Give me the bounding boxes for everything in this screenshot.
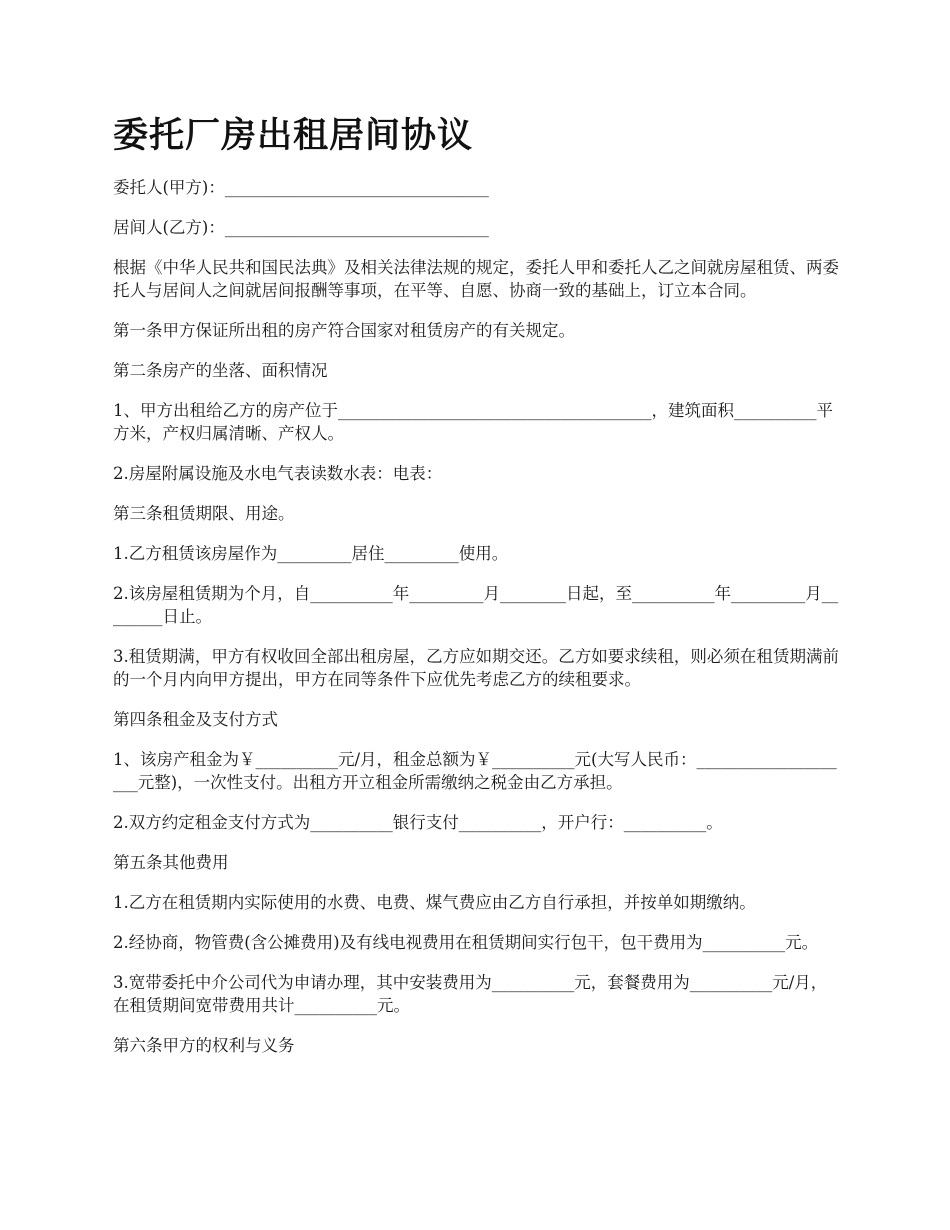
article-1-heading: 第一条甲方保证所出租的房产符合国家对租赁房产的有关规定。 (113, 321, 575, 340)
party-a-line: 委托人(甲方)：________________________________ (113, 178, 489, 197)
article-3-clause-1: 1.乙方租赁该房屋作为_________居住_________使用。 (113, 544, 509, 563)
article-3-clause-2: 2.该房屋租赁期为个月，自__________年_________月________日起，至__________年_________月________日止。 (113, 584, 839, 626)
article-5-heading: 第五条其他费用 (113, 853, 229, 872)
article-3-clause-3: 3.租赁期满，甲方有权收回全部出租房屋，乙方应如期交还。乙方如要求续租，则必须在租赁期满前的一个月内向甲方提出，甲方在同等条件下应优先考虑乙方的续租要求。 (113, 647, 839, 689)
article-2-clause-2: 2.房屋附属设施及水电气表读数水表：电表： (113, 464, 443, 483)
article-5-clause-3: 3.宽带委托中介公司代为申请办理，其中安装费用为__________元，套餐费用为__________元/月，在租赁期间宽带费用共计__________元。 (113, 973, 828, 1015)
article-4-heading: 第四条租金及支付方式 (113, 710, 278, 729)
article-4-clause-1: 1、该房产租金为￥__________元/月，租金总额为￥__________元(大写人民币：____________________元整)，一次性支付。出租方开立租金所需缴纳之税金由乙方承担。 (113, 750, 837, 792)
article-6-heading: 第六条甲方的权利与义务 (113, 1036, 295, 1055)
article-4-clause-2: 2.双方约定租金支付方式为__________银行支付__________，开户行：__________。 (113, 813, 723, 832)
article-2-heading: 第二条房产的坐落、面积情况 (113, 361, 328, 380)
document-title: 委托厂房出租居间协议 (113, 116, 474, 156)
document-page (113, 112, 839, 1074)
preamble-paragraph: 根据《中华人民共和国民法典》及相关法律法规的规定，委托人甲和委托人乙之间就房屋租赁、两委托人与居间人之间就居间报酬等事项，在平等、自愿、协商一致的基础上，订立本合同。 (113, 258, 839, 300)
article-2-clause-1: 1、甲方出租给乙方的房产位于______________________________________，建筑面积__________平方米，产权归属清晰、产权人。 (113, 401, 833, 443)
article-5-clause-1: 1.乙方在租赁期内实际使用的水费、电费、煤气费应由乙方自行承担，并按单如期缴纳。 (113, 893, 756, 912)
article-5-clause-2: 2.经协商，物管费(含公摊费用)及有线电视费用在租赁期间实行包干，包干费用为__________元。 (113, 933, 819, 952)
article-3-heading: 第三条租赁期限、用途。 (113, 504, 295, 523)
party-b-line: 居间人(乙方)：________________________________ (113, 218, 489, 237)
